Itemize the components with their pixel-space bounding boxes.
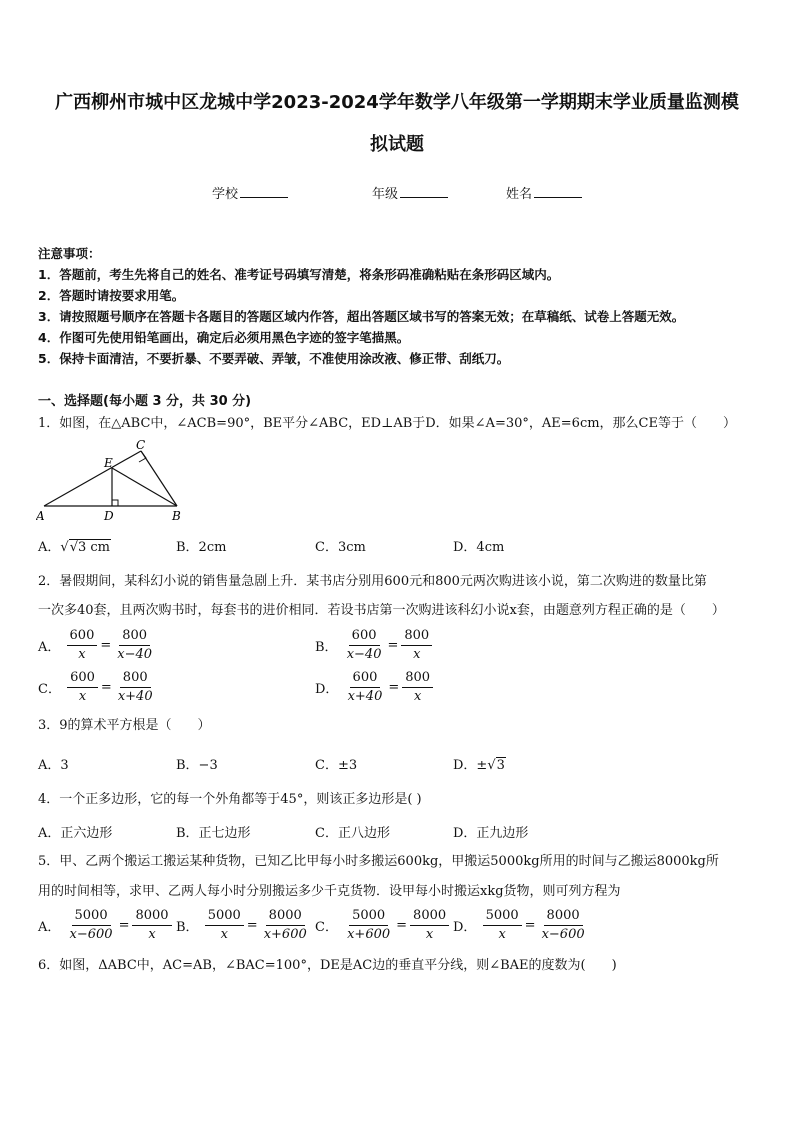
denominator: x+40 — [347, 689, 383, 704]
q3-option-d[interactable] — [453, 754, 506, 773]
numerator: 8000 — [544, 908, 583, 926]
side-ac — [44, 451, 141, 506]
q2-option-d[interactable] — [315, 670, 435, 705]
denominator: x — [413, 647, 421, 662]
label-e: E — [104, 456, 113, 470]
q3-option-c[interactable]: C．±3 — [315, 758, 358, 773]
denominator: x−40 — [117, 647, 153, 662]
question-5-line1: 5．甲、乙两个搬运工搬运某种货物，已知乙比甲每小时多搬运600kg，甲搬运5000kg所用的时间与乙搬运8000kg所 — [38, 854, 719, 869]
label-c: C — [136, 438, 146, 452]
q2-option-c[interactable] — [38, 670, 158, 705]
q1-option-d[interactable]: D．4cm — [453, 540, 505, 555]
sqrt-radicand: √3 cm — [69, 540, 110, 555]
side-cb — [141, 451, 177, 506]
question-2-line1: 2．暑假期间，某科幻小说的销售量急剧上升．某书店分别用600元和800元两次购进该小说，第二次购进的数量比第 — [38, 574, 707, 589]
option-label: D．± — [453, 758, 488, 773]
option-label: C． — [38, 682, 61, 697]
denominator: x — [78, 647, 86, 662]
denominator: x−600 — [69, 927, 113, 942]
q4-option-b[interactable]: B．正七边形 — [176, 826, 251, 841]
equals-sign: = — [396, 918, 408, 933]
numerator: 800 — [402, 670, 433, 688]
note-item: 4．作图可先使用铅笔画出，确定后必须用黑色字迹的签字笔描黑。 — [38, 330, 410, 345]
numerator: 600 — [350, 670, 381, 688]
grade-label: 年级 — [372, 187, 399, 202]
equals-sign: = — [387, 638, 399, 653]
q1-triangle-figure — [36, 438, 186, 528]
sqrt-radicand: 3 — [496, 758, 505, 773]
school-field — [212, 183, 288, 202]
grade-field — [372, 183, 448, 202]
option-label: D． — [315, 682, 339, 697]
numerator: 800 — [119, 628, 150, 646]
exam-title-line1: 广西柳州市城中区龙城中学2023-2024学年数学八年级第一学期期末学业质量监测模 — [55, 92, 739, 113]
q4-option-c[interactable]: C．正八边形 — [315, 826, 390, 841]
fraction — [205, 908, 244, 943]
q5-option-d[interactable] — [453, 908, 590, 943]
note-item: 2．答题时请按要求用笔。 — [38, 288, 185, 303]
equals-sign: = — [100, 680, 112, 695]
fraction — [345, 670, 386, 705]
numerator: 600 — [67, 628, 98, 646]
numerator: 600 — [349, 628, 380, 646]
equals-sign: = — [246, 918, 258, 933]
denominator: x — [498, 927, 506, 942]
question-6-text: 6．如图，ΔABC中，AC=AB，∠BAC=100°，DE是AC边的垂直平分线，则∠BAE的度数为( ) — [38, 958, 617, 973]
numerator: 8000 — [410, 908, 449, 926]
denominator: x+40 — [117, 689, 153, 704]
notes-heading: 注意事项： — [38, 246, 101, 261]
q5-option-c[interactable] — [315, 908, 451, 943]
fraction — [344, 908, 393, 943]
q2-option-a[interactable] — [38, 628, 157, 663]
numerator: 800 — [120, 670, 151, 688]
denominator: x+600 — [263, 927, 307, 942]
numerator: 5000 — [72, 908, 111, 926]
fraction — [261, 908, 310, 943]
denominator: x — [220, 927, 228, 942]
fraction — [114, 628, 155, 663]
fraction — [132, 908, 171, 943]
numerator: 5000 — [483, 908, 522, 926]
school-label: 学校 — [212, 187, 239, 202]
equals-sign: = — [100, 638, 112, 653]
question-3-text: 3．9的算术平方根是（ ） — [38, 718, 211, 733]
fraction — [483, 908, 522, 943]
option-label: B． — [176, 920, 199, 935]
section-title: 一、选择题(每小题 3 分，共 30 分) — [38, 394, 252, 409]
sqrt-symbol: √3 — [487, 758, 505, 773]
q1-option-a[interactable] — [38, 536, 111, 555]
name-blank — [534, 185, 582, 198]
equals-sign: = — [524, 918, 536, 933]
denominator: x — [414, 689, 422, 704]
equals-sign: = — [388, 680, 400, 695]
question-4-text: 4．一个正多边形，它的每一个外角都等于45°，则该正多边形是( ) — [38, 792, 422, 807]
right-angle-d — [112, 500, 118, 506]
fraction — [401, 628, 432, 663]
name-label: 姓名 — [506, 187, 533, 202]
q3-option-b[interactable]: B．−3 — [176, 758, 218, 773]
option-label: B． — [315, 640, 338, 655]
question-5-line2: 用的时间相等，求甲、乙两人每小时分别搬运多少千克货物．设甲每小时搬运xkg货物，则可列方程为 — [38, 884, 621, 899]
denominator: x−40 — [346, 647, 382, 662]
note-item: 3．请按照题号顺序在答题卡各题目的答题区域内作答，超出答题区域书写的答案无效；在草稿纸、试卷上答题无效。 — [38, 309, 685, 324]
question-2-line2: 一次多40套，且两次购书时，每套书的进价相同．若设书店第一次购进该科幻小说x套，由题意列方程正确的是（ ） — [38, 603, 725, 618]
q5-option-a[interactable] — [38, 908, 174, 943]
denominator: x — [148, 927, 156, 942]
denominator: x−600 — [541, 927, 585, 942]
option-label: A． — [38, 920, 61, 935]
sqrt-symbol: √√3 cm — [60, 540, 110, 555]
exam-title-line2: 拟试题 — [370, 134, 424, 155]
q4-option-a[interactable]: A．正六边形 — [38, 826, 113, 841]
denominator: x+600 — [347, 927, 391, 942]
option-label: A． — [38, 640, 61, 655]
fraction — [539, 908, 588, 943]
option-label: C． — [315, 920, 338, 935]
option-label: D． — [453, 920, 477, 935]
q2-option-b[interactable] — [315, 628, 434, 663]
numerator: 5000 — [349, 908, 388, 926]
denominator: x — [78, 689, 87, 704]
denominator: x — [425, 927, 434, 942]
notes-block — [38, 243, 684, 369]
fraction — [67, 670, 98, 705]
note-item: 5．保持卡面清洁，不要折暴、不要弄破、弄皱，不准使用涂改液、修正带、刮纸刀。 — [38, 351, 510, 366]
fraction — [67, 908, 116, 943]
numerator: 8000 — [132, 908, 171, 926]
numerator: 600 — [67, 670, 98, 688]
label-a: A — [36, 509, 45, 523]
q1-option-c[interactable]: C．3cm — [315, 540, 366, 555]
q3-option-a[interactable]: A．3 — [38, 758, 69, 773]
fraction — [115, 670, 156, 705]
label-d: D — [104, 509, 114, 523]
question-1-text: 1．如图，在△ABC中，∠ACB=90°，BE平分∠ABC，ED⊥AB于D．如果∠A=30°，AE=6cm，那么CE等于（ ） — [38, 416, 736, 431]
fraction — [344, 628, 385, 663]
name-field — [506, 183, 582, 202]
q4-option-d[interactable]: D．正九边形 — [453, 826, 529, 841]
grade-blank — [400, 185, 448, 198]
school-blank — [240, 185, 288, 198]
note-item: 1．答题前，考生先将自己的姓名、准考证号码填写清楚，将条形码准确粘贴在条形码区域内。 — [38, 267, 560, 282]
q5-option-b[interactable] — [176, 908, 312, 943]
equals-sign: = — [118, 918, 130, 933]
fraction — [402, 670, 433, 705]
segment-be — [112, 468, 177, 506]
q1-option-b[interactable]: B．2cm — [176, 540, 227, 555]
numerator: 800 — [401, 628, 432, 646]
numerator: 8000 — [266, 908, 305, 926]
option-label: A． — [38, 540, 61, 555]
label-b: B — [172, 509, 181, 523]
right-angle-c — [139, 451, 146, 462]
numerator: 5000 — [205, 908, 244, 926]
fraction — [67, 628, 98, 663]
fraction — [410, 908, 449, 943]
